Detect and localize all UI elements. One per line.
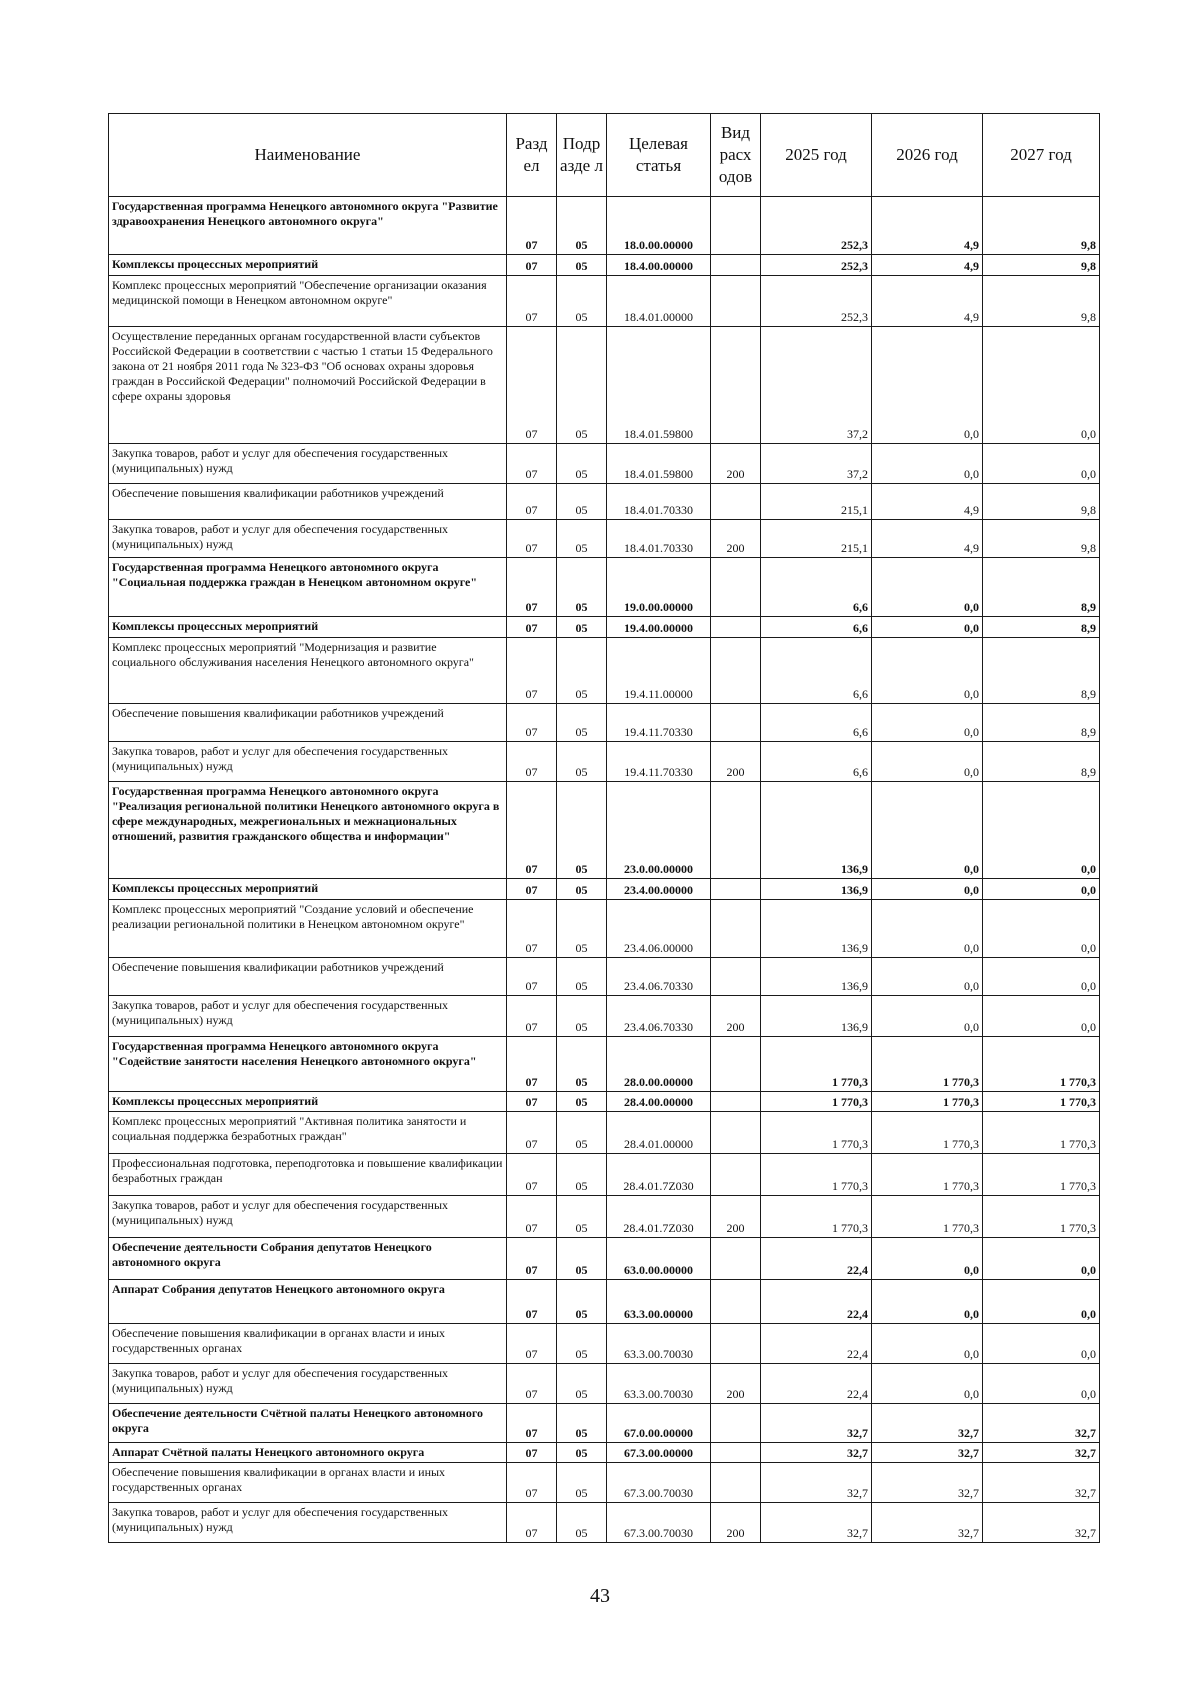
- table-row: [109, 617, 1100, 638]
- cell-statya: 23.0.00.00000: [607, 782, 711, 879]
- cell-name: Закупка товаров, работ и услуг для обеспечения государственных (муниципальных) нужд: [109, 1364, 507, 1404]
- cell-name: Комплекс процессных мероприятий "Модернизация и развитие социального обслуживания населения Ненецкого автономного округа": [109, 638, 507, 704]
- cell-razdel: 07: [507, 255, 557, 276]
- cell-name: Закупка товаров, работ и услуг для обеспечения государственных (муниципальных) нужд: [109, 1196, 507, 1238]
- table-row: [109, 558, 1100, 617]
- cell-razdel: 07: [507, 1154, 557, 1196]
- cell-2025: 22,4: [761, 1238, 872, 1280]
- cell-2026: 0,0: [872, 558, 983, 617]
- cell-name: Комплексы процессных мероприятий: [109, 879, 507, 900]
- cell-statya: 18.4.01.59800: [607, 327, 711, 444]
- cell-podrazdel: 05: [557, 996, 607, 1037]
- cell-statya: 28.4.01.7Z030: [607, 1196, 711, 1238]
- cell-2025: 136,9: [761, 996, 872, 1037]
- cell-2027: 0,0: [983, 1364, 1100, 1404]
- cell-2026: 32,7: [872, 1463, 983, 1503]
- table-row: [109, 1238, 1100, 1280]
- table-row: [109, 327, 1100, 444]
- cell-name: Комплексы процессных мероприятий: [109, 1092, 507, 1112]
- cell-2026: 1 770,3: [872, 1037, 983, 1092]
- cell-razdel: 07: [507, 996, 557, 1037]
- cell-statya: 18.4.01.70330: [607, 520, 711, 558]
- cell-2027: 9,8: [983, 197, 1100, 255]
- cell-vid: [711, 1154, 761, 1196]
- cell-vid: [711, 704, 761, 742]
- cell-2027: 9,8: [983, 520, 1100, 558]
- cell-name: Закупка товаров, работ и услуг для обеспечения государственных (муниципальных) нужд: [109, 742, 507, 782]
- cell-2026: 1 770,3: [872, 1196, 983, 1238]
- cell-vid: [711, 276, 761, 327]
- cell-razdel: 07: [507, 1092, 557, 1112]
- cell-razdel: 07: [507, 1196, 557, 1238]
- header-name: Наименование: [109, 114, 507, 197]
- cell-2027: 8,9: [983, 742, 1100, 782]
- cell-2027: 32,7: [983, 1463, 1100, 1503]
- cell-2026: 0,0: [872, 1364, 983, 1404]
- cell-vid: [711, 197, 761, 255]
- cell-razdel: 07: [507, 558, 557, 617]
- cell-2027: 0,0: [983, 996, 1100, 1037]
- cell-name: Профессиональная подготовка, переподготовка и повышение квалификации безработных граждан: [109, 1154, 507, 1196]
- cell-podrazdel: 05: [557, 1112, 607, 1154]
- cell-2025: 1 770,3: [761, 1037, 872, 1092]
- cell-2025: 22,4: [761, 1324, 872, 1364]
- cell-statya: 19.4.00.00000: [607, 617, 711, 638]
- cell-2025: 22,4: [761, 1364, 872, 1404]
- cell-2025: 215,1: [761, 520, 872, 558]
- cell-vid: [711, 1404, 761, 1443]
- cell-vid: [711, 1112, 761, 1154]
- cell-2026: 0,0: [872, 1280, 983, 1324]
- cell-name: Комплексы процессных мероприятий: [109, 255, 507, 276]
- cell-statya: 67.3.00.70030: [607, 1503, 711, 1543]
- cell-razdel: 07: [507, 1503, 557, 1543]
- cell-podrazdel: 05: [557, 1238, 607, 1280]
- cell-2025: 32,7: [761, 1463, 872, 1503]
- cell-2027: 1 770,3: [983, 1154, 1100, 1196]
- cell-vid: [711, 958, 761, 996]
- cell-2025: 252,3: [761, 255, 872, 276]
- cell-razdel: 07: [507, 1443, 557, 1463]
- cell-2027: 32,7: [983, 1503, 1100, 1543]
- cell-2026: 0,0: [872, 996, 983, 1037]
- cell-razdel: 07: [507, 1324, 557, 1364]
- table-row: [109, 276, 1100, 327]
- table-row: [109, 1324, 1100, 1364]
- cell-razdel: 07: [507, 782, 557, 879]
- cell-2026: 0,0: [872, 742, 983, 782]
- cell-statya: 63.3.00.00000: [607, 1280, 711, 1324]
- table-row: [109, 782, 1100, 879]
- cell-podrazdel: 05: [557, 444, 607, 484]
- cell-name: Комплекс процессных мероприятий "Активная политика занятости и социальная поддержка безработных граждан": [109, 1112, 507, 1154]
- table-row: [109, 1037, 1100, 1092]
- cell-podrazdel: 05: [557, 879, 607, 900]
- cell-podrazdel: 05: [557, 958, 607, 996]
- cell-vid: 200: [711, 742, 761, 782]
- cell-2025: 252,3: [761, 276, 872, 327]
- cell-name: Обеспечение повышения квалификации в органах власти и иных государственных органах: [109, 1324, 507, 1364]
- cell-2027: 0,0: [983, 1238, 1100, 1280]
- header-2026: 2026 год: [872, 114, 983, 197]
- cell-vid: [711, 1324, 761, 1364]
- cell-vid: [711, 1280, 761, 1324]
- table-row: [109, 1092, 1100, 1112]
- cell-2027: 1 770,3: [983, 1196, 1100, 1238]
- table-row: [109, 1404, 1100, 1443]
- cell-name: Обеспечение повышения квалификации работников учреждений: [109, 958, 507, 996]
- cell-podrazdel: 05: [557, 276, 607, 327]
- header-razdel: Разд ел: [507, 114, 557, 197]
- cell-vid: [711, 1037, 761, 1092]
- cell-name: Комплексы процессных мероприятий: [109, 617, 507, 638]
- table-row: [109, 1196, 1100, 1238]
- table-row: [109, 255, 1100, 276]
- cell-2026: 4,9: [872, 197, 983, 255]
- cell-razdel: 07: [507, 1364, 557, 1404]
- cell-statya: 19.4.11.00000: [607, 638, 711, 704]
- cell-statya: 23.4.06.70330: [607, 996, 711, 1037]
- cell-vid: [711, 1463, 761, 1503]
- cell-statya: 23.4.00.00000: [607, 879, 711, 900]
- cell-razdel: 07: [507, 1037, 557, 1092]
- cell-statya: 23.4.06.00000: [607, 900, 711, 958]
- table-row: [109, 1154, 1100, 1196]
- cell-statya: 18.4.01.70330: [607, 484, 711, 520]
- cell-2025: 136,9: [761, 782, 872, 879]
- cell-2026: 0,0: [872, 327, 983, 444]
- table-row: [109, 1503, 1100, 1543]
- cell-vid: 200: [711, 1196, 761, 1238]
- cell-vid: 200: [711, 520, 761, 558]
- cell-2026: 32,7: [872, 1404, 983, 1443]
- cell-2025: 1 770,3: [761, 1196, 872, 1238]
- cell-statya: 28.4.01.00000: [607, 1112, 711, 1154]
- cell-2025: 136,9: [761, 900, 872, 958]
- header-vid: Вид расх одов: [711, 114, 761, 197]
- cell-2026: 4,9: [872, 276, 983, 327]
- cell-razdel: 07: [507, 1280, 557, 1324]
- table-row: [109, 444, 1100, 484]
- cell-2026: 0,0: [872, 1238, 983, 1280]
- table-row: [109, 996, 1100, 1037]
- table-row: [109, 1463, 1100, 1503]
- cell-2027: 0,0: [983, 879, 1100, 900]
- cell-podrazdel: 05: [557, 1154, 607, 1196]
- cell-2027: 32,7: [983, 1443, 1100, 1463]
- cell-2027: 8,9: [983, 638, 1100, 704]
- table-row: [109, 742, 1100, 782]
- cell-statya: 19.4.11.70330: [607, 742, 711, 782]
- cell-2027: 9,8: [983, 255, 1100, 276]
- cell-2027: 0,0: [983, 444, 1100, 484]
- cell-2025: 136,9: [761, 958, 872, 996]
- cell-statya: 67.3.00.70030: [607, 1463, 711, 1503]
- cell-razdel: 07: [507, 958, 557, 996]
- cell-2027: 0,0: [983, 958, 1100, 996]
- cell-podrazdel: 05: [557, 742, 607, 782]
- cell-podrazdel: 05: [557, 782, 607, 879]
- cell-name: Закупка товаров, работ и услуг для обеспечения государственных (муниципальных) нужд: [109, 520, 507, 558]
- cell-2025: 37,2: [761, 327, 872, 444]
- cell-statya: 28.4.01.7Z030: [607, 1154, 711, 1196]
- table-row: [109, 1364, 1100, 1404]
- cell-vid: [711, 900, 761, 958]
- cell-razdel: 07: [507, 520, 557, 558]
- cell-2026: 0,0: [872, 444, 983, 484]
- cell-vid: [711, 558, 761, 617]
- cell-podrazdel: 05: [557, 484, 607, 520]
- table-row: [109, 900, 1100, 958]
- cell-statya: 63.3.00.70030: [607, 1324, 711, 1364]
- cell-razdel: 07: [507, 276, 557, 327]
- cell-razdel: 07: [507, 1238, 557, 1280]
- cell-podrazdel: 05: [557, 617, 607, 638]
- cell-2027: 0,0: [983, 1280, 1100, 1324]
- cell-2026: 1 770,3: [872, 1092, 983, 1112]
- cell-2025: 6,6: [761, 704, 872, 742]
- cell-2026: 0,0: [872, 638, 983, 704]
- cell-2025: 252,3: [761, 197, 872, 255]
- cell-vid: 200: [711, 444, 761, 484]
- cell-podrazdel: 05: [557, 1037, 607, 1092]
- cell-vid: [711, 484, 761, 520]
- cell-statya: 19.0.00.00000: [607, 558, 711, 617]
- cell-razdel: 07: [507, 617, 557, 638]
- cell-2026: 4,9: [872, 484, 983, 520]
- cell-name: Закупка товаров, работ и услуг для обеспечения государственных (муниципальных) нужд: [109, 996, 507, 1037]
- cell-vid: [711, 617, 761, 638]
- cell-2026: 0,0: [872, 958, 983, 996]
- cell-2027: 0,0: [983, 327, 1100, 444]
- cell-name: Государственная программа Ненецкого автономного округа "Содействие занятости населения Ненецкого автономного округа": [109, 1037, 507, 1092]
- cell-2025: 215,1: [761, 484, 872, 520]
- table-row: [109, 879, 1100, 900]
- cell-razdel: 07: [507, 1404, 557, 1443]
- cell-statya: 28.0.00.00000: [607, 1037, 711, 1092]
- cell-2025: 32,7: [761, 1404, 872, 1443]
- cell-podrazdel: 05: [557, 1280, 607, 1324]
- cell-2027: 9,8: [983, 484, 1100, 520]
- header-statya: Целевая статья: [607, 114, 711, 197]
- cell-statya: 18.0.00.00000: [607, 197, 711, 255]
- cell-vid: [711, 1238, 761, 1280]
- cell-razdel: 07: [507, 900, 557, 958]
- cell-statya: 28.4.00.00000: [607, 1092, 711, 1112]
- cell-statya: 19.4.11.70330: [607, 704, 711, 742]
- header-2025: 2025 год: [761, 114, 872, 197]
- cell-vid: [711, 638, 761, 704]
- cell-statya: 63.3.00.70030: [607, 1364, 711, 1404]
- cell-podrazdel: 05: [557, 1324, 607, 1364]
- cell-razdel: 07: [507, 327, 557, 444]
- cell-2027: 1 770,3: [983, 1037, 1100, 1092]
- table-row: [109, 484, 1100, 520]
- cell-podrazdel: 05: [557, 1404, 607, 1443]
- cell-name: Обеспечение деятельности Собрания депутатов Ненецкого автономного округа: [109, 1238, 507, 1280]
- cell-2026: 1 770,3: [872, 1154, 983, 1196]
- cell-razdel: 07: [507, 197, 557, 255]
- cell-2026: 0,0: [872, 782, 983, 879]
- cell-2026: 0,0: [872, 704, 983, 742]
- cell-2027: 8,9: [983, 558, 1100, 617]
- cell-statya: 67.3.00.00000: [607, 1443, 711, 1463]
- table-row: [109, 638, 1100, 704]
- cell-podrazdel: 05: [557, 704, 607, 742]
- cell-2025: 1 770,3: [761, 1092, 872, 1112]
- cell-podrazdel: 05: [557, 1463, 607, 1503]
- cell-statya: 18.4.01.00000: [607, 276, 711, 327]
- cell-2025: 1 770,3: [761, 1154, 872, 1196]
- cell-name: Государственная программа Ненецкого автономного округа "Развитие здравоохранения Ненецкого автономного округа": [109, 197, 507, 255]
- cell-name: Государственная программа Ненецкого автономного округа "Реализация региональной политики Ненецкого автономного округа в сфере международных, межрегиональных и межнациональных отношений, развития гражданского общества и информации": [109, 782, 507, 879]
- cell-vid: 200: [711, 1503, 761, 1543]
- cell-2026: 1 770,3: [872, 1112, 983, 1154]
- cell-2026: 4,9: [872, 520, 983, 558]
- cell-statya: 67.0.00.00000: [607, 1404, 711, 1443]
- table-body: [109, 197, 1100, 1543]
- cell-name: Обеспечение повышения квалификации в органах власти и иных государственных органах: [109, 1463, 507, 1503]
- table-row: [109, 1280, 1100, 1324]
- cell-2026: 0,0: [872, 1324, 983, 1364]
- table-row: [109, 704, 1100, 742]
- cell-2025: 6,6: [761, 558, 872, 617]
- cell-razdel: 07: [507, 444, 557, 484]
- cell-name: Закупка товаров, работ и услуг для обеспечения государственных (муниципальных) нужд: [109, 444, 507, 484]
- cell-razdel: 07: [507, 638, 557, 704]
- cell-podrazdel: 05: [557, 558, 607, 617]
- table-row: [109, 520, 1100, 558]
- cell-name: Аппарат Собрания депутатов Ненецкого автономного округа: [109, 1280, 507, 1324]
- cell-vid: [711, 1443, 761, 1463]
- cell-2027: 0,0: [983, 1324, 1100, 1364]
- cell-vid: [711, 255, 761, 276]
- cell-podrazdel: 05: [557, 327, 607, 444]
- cell-2027: 0,0: [983, 900, 1100, 958]
- cell-2025: 32,7: [761, 1503, 872, 1543]
- cell-vid: [711, 327, 761, 444]
- cell-2026: 0,0: [872, 617, 983, 638]
- header-2027: 2027 год: [983, 114, 1100, 197]
- cell-name: Осуществление переданных органам государственной власти субъектов Российской Федерации в соответствии с частью 1 статьи 15 Федерального закона от 21 ноября 2011 года № 323-ФЗ "Об основах охраны здоровья граждан в Российской Федерации" полномочий Российской Федерации в сфере охраны здоровья: [109, 327, 507, 444]
- cell-statya: 23.4.06.70330: [607, 958, 711, 996]
- cell-statya: 63.0.00.00000: [607, 1238, 711, 1280]
- cell-podrazdel: 05: [557, 1364, 607, 1404]
- cell-2026: 4,9: [872, 255, 983, 276]
- cell-vid: 200: [711, 1364, 761, 1404]
- cell-name: Комплекс процессных мероприятий "Обеспечение организации оказания медицинской помощи в Ненецком автономном округе": [109, 276, 507, 327]
- cell-podrazdel: 05: [557, 900, 607, 958]
- cell-2027: 1 770,3: [983, 1092, 1100, 1112]
- budget-table: [108, 113, 1100, 1543]
- cell-vid: [711, 782, 761, 879]
- cell-statya: 18.4.00.00000: [607, 255, 711, 276]
- cell-podrazdel: 05: [557, 1503, 607, 1543]
- cell-podrazdel: 05: [557, 638, 607, 704]
- cell-2027: 0,0: [983, 782, 1100, 879]
- cell-name: Обеспечение повышения квалификации работников учреждений: [109, 704, 507, 742]
- cell-name: Обеспечение повышения квалификации работников учреждений: [109, 484, 507, 520]
- cell-name: Аппарат Счётной палаты Ненецкого автономного округа: [109, 1443, 507, 1463]
- cell-vid: [711, 879, 761, 900]
- cell-2025: 6,6: [761, 617, 872, 638]
- cell-razdel: 07: [507, 704, 557, 742]
- cell-podrazdel: 05: [557, 197, 607, 255]
- cell-name: Комплекс процессных мероприятий "Создание условий и обеспечение реализации региональной политики в Ненецком автономном округе": [109, 900, 507, 958]
- page-number: 43: [590, 1585, 610, 1607]
- table-header-row: [109, 114, 1100, 197]
- cell-podrazdel: 05: [557, 1092, 607, 1112]
- cell-podrazdel: 05: [557, 520, 607, 558]
- cell-razdel: 07: [507, 879, 557, 900]
- cell-vid: [711, 1092, 761, 1112]
- cell-2026: 32,7: [872, 1443, 983, 1463]
- cell-2025: 6,6: [761, 638, 872, 704]
- cell-2025: 136,9: [761, 879, 872, 900]
- cell-name: Государственная программа Ненецкого автономного округа "Социальная поддержка граждан в Ненецком автономном округе": [109, 558, 507, 617]
- cell-podrazdel: 05: [557, 1443, 607, 1463]
- cell-vid: 200: [711, 996, 761, 1037]
- cell-razdel: 07: [507, 742, 557, 782]
- cell-2026: 0,0: [872, 879, 983, 900]
- cell-2025: 1 770,3: [761, 1112, 872, 1154]
- cell-podrazdel: 05: [557, 255, 607, 276]
- cell-2026: 32,7: [872, 1503, 983, 1543]
- cell-razdel: 07: [507, 484, 557, 520]
- cell-name: Обеспечение деятельности Счётной палаты Ненецкого автономного округа: [109, 1404, 507, 1443]
- table-row: [109, 197, 1100, 255]
- cell-2027: 1 770,3: [983, 1112, 1100, 1154]
- cell-2025: 6,6: [761, 742, 872, 782]
- cell-2025: 32,7: [761, 1443, 872, 1463]
- table-row: [109, 1112, 1100, 1154]
- cell-2025: 22,4: [761, 1280, 872, 1324]
- cell-statya: 18.4.01.59800: [607, 444, 711, 484]
- header-podrazdel: Подр азде л: [557, 114, 607, 197]
- cell-name: Закупка товаров, работ и услуг для обеспечения государственных (муниципальных) нужд: [109, 1503, 507, 1543]
- cell-2027: 9,8: [983, 276, 1100, 327]
- cell-2027: 8,9: [983, 617, 1100, 638]
- table-row: [109, 1443, 1100, 1463]
- cell-razdel: 07: [507, 1112, 557, 1154]
- cell-razdel: 07: [507, 1463, 557, 1503]
- cell-2027: 32,7: [983, 1404, 1100, 1443]
- cell-2027: 8,9: [983, 704, 1100, 742]
- cell-2025: 37,2: [761, 444, 872, 484]
- cell-podrazdel: 05: [557, 1196, 607, 1238]
- table-row: [109, 958, 1100, 996]
- cell-2026: 0,0: [872, 900, 983, 958]
